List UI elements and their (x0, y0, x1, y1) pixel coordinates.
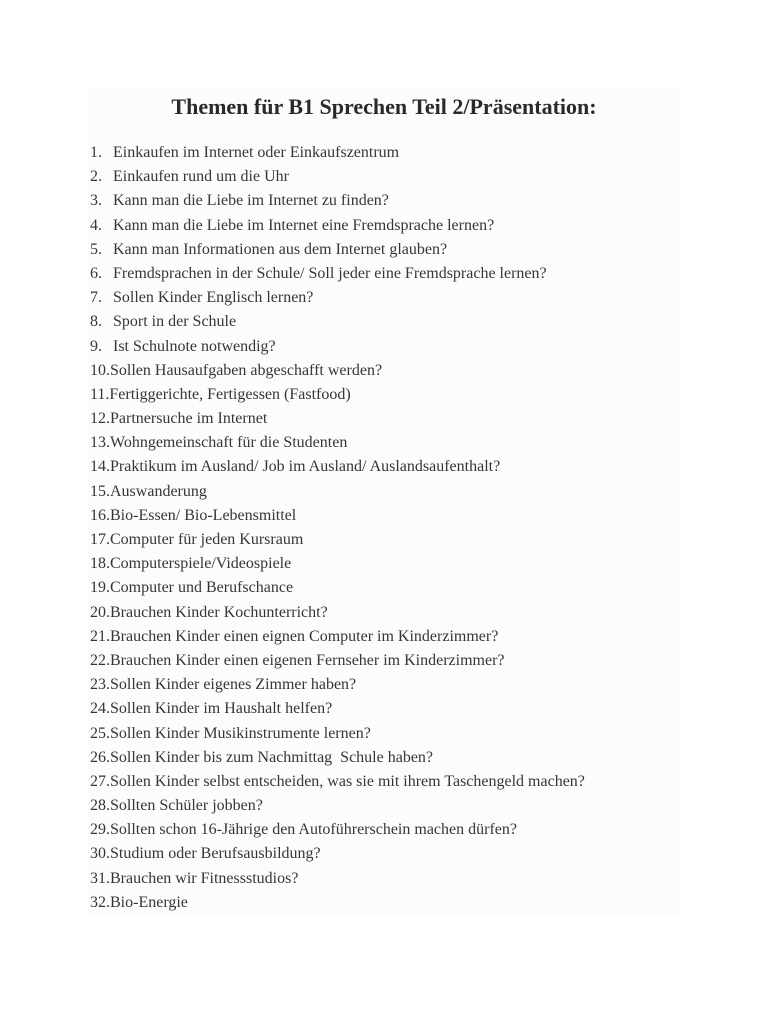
topic-item (90, 359, 585, 383)
topic-number: 15. (90, 482, 110, 500)
topic-text: Computerspiele/Videospiele (110, 555, 292, 573)
topic-item (90, 286, 585, 310)
topic-text: Kann man Informationen aus dem Internet glauben? (113, 240, 448, 258)
topic-number: 12. (90, 410, 110, 428)
topic-item (90, 625, 585, 649)
topic-item (90, 504, 585, 528)
topic-item (90, 722, 585, 746)
topic-text: Bio-Essen/ Bio-Lebensmittel (110, 506, 297, 524)
topic-item (90, 528, 585, 552)
topic-item (90, 407, 585, 431)
topic-item (90, 601, 585, 625)
topic-item (90, 746, 585, 770)
topic-number: 8. (90, 313, 102, 331)
topic-item (90, 431, 585, 455)
topic-item (90, 576, 585, 600)
topic-text: Auswanderung (110, 482, 207, 500)
topic-text: Kann man die Liebe im Internet zu finden? (113, 192, 389, 210)
topic-number: 30. (90, 845, 110, 863)
topic-number: 29. (90, 821, 110, 839)
topic-number: 31. (90, 869, 110, 887)
topic-text: Partnersuche im Internet (110, 410, 268, 428)
topic-number: 19. (90, 579, 110, 597)
topic-number: 1. (90, 144, 102, 161)
topic-text: Sollen Kinder im Haushalt helfen? (110, 700, 333, 718)
topic-number: 25. (90, 724, 110, 742)
topic-item (90, 238, 585, 262)
topic-number: 14. (90, 458, 110, 476)
topic-number: 10. (90, 361, 110, 379)
topic-number: 13. (90, 434, 110, 452)
topic-item (90, 794, 585, 818)
topic-text: Sollen Kinder eigenes Zimmer haben? (110, 676, 357, 694)
topic-text: Sollen Kinder Musikinstrumente lernen? (110, 724, 371, 742)
topic-number: 23. (90, 676, 110, 694)
topic-text: Bio-Energie (110, 893, 188, 911)
topic-item (90, 262, 585, 286)
topic-item (90, 480, 585, 504)
topic-number: 9. (90, 337, 102, 355)
topic-number: 4. (90, 216, 102, 234)
topic-item (90, 818, 585, 842)
topic-text: Einkaufen rund um die Uhr (113, 168, 289, 186)
topic-text: Sollen Kinder selbst entscheiden, was sie mit ihrem Taschengeld machen? (110, 772, 585, 790)
topic-text: Kann man die Liebe im Internet eine Fremdsprache lernen? (113, 216, 495, 234)
topic-text: Brauchen wir Fitnessstudios? (110, 869, 299, 887)
topic-text: Sollten Schüler jobben? (110, 797, 263, 815)
topic-item (90, 335, 585, 359)
topic-number: 20. (90, 603, 110, 621)
topic-number: 7. (90, 289, 102, 307)
topic-text: Brauchen Kinder Kochunterricht? (110, 603, 328, 621)
topic-item (90, 165, 585, 189)
topic-number: 18. (90, 555, 110, 573)
topic-list (90, 141, 585, 915)
topic-number: 26. (90, 748, 110, 766)
topic-item (90, 891, 585, 915)
topic-item (90, 189, 585, 213)
document-title: Themen für B1 Sprechen Teil 2/Präsentation: (171, 94, 597, 119)
topic-number: 17. (90, 531, 110, 548)
topic-number: 3. (90, 192, 102, 210)
topic-text: Sollen Kinder bis zum Nachmittag Schule haben? (110, 748, 434, 766)
topic-number: 2. (90, 168, 102, 186)
topic-text: Sport in der Schule (113, 313, 237, 331)
topic-item (90, 697, 585, 721)
topic-text: Praktikum im Ausland/ Job im Ausland/ Auslandsaufenthalt? (110, 458, 501, 476)
topic-item (90, 383, 585, 407)
topic-number: 6. (90, 264, 102, 282)
topic-number: 5. (90, 240, 102, 258)
topic-text: Computer für jeden Kursraum (110, 531, 304, 548)
topic-number: 21. (90, 627, 110, 645)
topic-item (90, 867, 585, 891)
topic-text: Sollen Kinder Englisch lernen? (113, 289, 314, 307)
topic-text: Wohngemeinschaft für die Studenten (110, 434, 348, 452)
topic-item (90, 310, 585, 334)
topic-text: Sollen Hausaufgaben abgeschafft werden? (110, 361, 383, 379)
topic-text: Studium oder Berufsausbildung? (110, 845, 321, 863)
topic-number: 24. (90, 700, 110, 718)
topic-item (90, 552, 585, 576)
topic-text: Fremdsprachen in der Schule/ Soll jeder eine Fremdsprache lernen? (113, 264, 547, 282)
topic-text: Brauchen Kinder einen eigenen Fernseher im Kinderzimmer? (110, 651, 505, 669)
topic-item (90, 649, 585, 673)
topic-number: 32. (90, 893, 110, 911)
topic-number: 22. (90, 651, 110, 669)
topic-item (90, 673, 585, 697)
topic-text: Ist Schulnote notwendig? (113, 337, 276, 355)
topic-item (90, 214, 585, 238)
topic-item (90, 141, 585, 165)
topic-number: 16. (90, 506, 110, 524)
topic-number: 11. (90, 385, 110, 403)
topic-number: 27. (90, 772, 110, 790)
topic-item (90, 455, 585, 479)
topic-text: Brauchen Kinder einen eignen Computer im Kinderzimmer? (110, 627, 499, 645)
topic-text: Fertiggerichte, Fertigessen (Fastfood) (109, 385, 351, 403)
topic-text: Sollten schon 16-Jährige den Autoführerschein machen dürfen? (110, 821, 517, 839)
topic-text: Computer und Berufschance (110, 579, 294, 597)
topic-item (90, 770, 585, 794)
topic-text: Einkaufen im Internet oder Einkaufszentrum (113, 144, 400, 161)
topic-number: 28. (90, 797, 110, 815)
topic-item (90, 842, 585, 866)
